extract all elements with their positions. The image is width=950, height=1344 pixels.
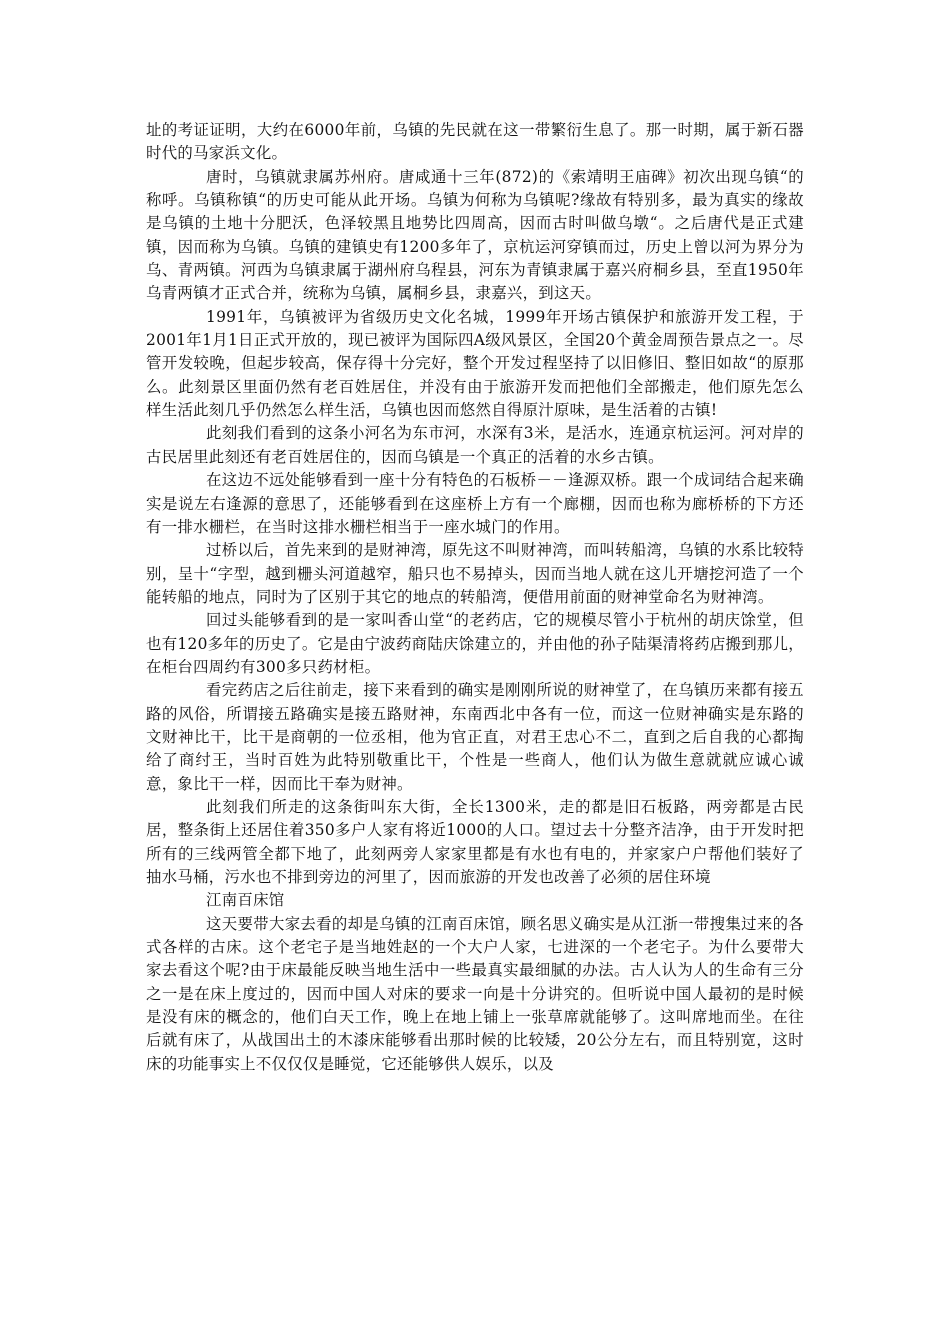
paragraph-5: 在这边不远处能够看到一座十分有特色的石板桥－－逢源双桥。跟一个成词结合起来确实是说左右逢源的意思了，还能够看到在这座桥上方有一个廊棚，因而也称为廊桥桥的下方还有一排水栅栏，在当时这排水栅栏相当于一座水城门的作用。 [146, 471, 804, 536]
paragraph-7: 回过头能够看到的是一家叫香山堂“的老药店，它的规模尽管小于杭州的胡庆馀堂，但也有120多年的历史了。它是由宁波药商陆庆馀建立的，并由他的孙子陆渠清将药店搬到那儿，在柜台四周约有300多只药材柜。 [146, 611, 804, 676]
paragraph-2: 唐时，乌镇就隶属苏州府。唐咸通十三年(872)的《索靖明王庙碑》初次出现乌镇“的称呼。乌镇称镇“的历史可能从此开场。乌镇为何称为乌镇呢?缘故有特别多，最为真实的缘故是乌镇的土地十分肥沃，色泽较黑且地势比四周高，因而古时叫做乌墩“。之后唐代是正式建镇，因而称为乌镇。乌镇的建镇史有1200多年了，京杭运河穿镇而过，历史上曾以河为界分为乌、青两镇。河西为乌镇隶属于湖州府乌程县，河东为青镇隶属于嘉兴府桐乡县，至直1950年乌青两镇才正式合并，统称为乌镇，属桐乡县，隶嘉兴，到这天。 [146, 167, 804, 303]
document-body [146, 119, 804, 1076]
paragraph-3: 1991年，乌镇被评为省级历史文化名城，1999年开场古镇保护和旅游开发工程，于2001年1月1日正式开放的，现已被评为国际四A级风景区，全国20个黄金周预告景点之一。尽管开发较晚，但起步较高，保存得十分完好，整个开发过程坚持了以旧修旧、整旧如故“的原那么。此刻景区里面仍然有老百姓居住，并没有由于旅游开发而把他们全部搬走，他们原先怎么样生活此刻几乎仍然怎么样生活，乌镇也因而悠然自得原汁原味，是生活着的古镇! [146, 307, 804, 420]
section-heading: 江南百床馆 [206, 891, 285, 910]
paragraph-8: 看完药店之后往前走，接下来看到的确实是刚刚所说的财神堂了，在乌镇历来都有接五路的风俗，所谓接五路确实是接五路财神，东南西北中各有一位，而这一位财神确实是东路的文财神比干，比干是商朝的一位丞相，他为官正直，对君王忠心不二，直到之后自我的心都掏给了商纣王，当时百姓为此特别敬重比干，个性是一些商人，他们认为做生意就就应诚心诚意，象比干一样，因而比干奉为财神。 [146, 681, 804, 793]
paragraph-6: 过桥以后，首先来到的是财神湾，原先这不叫财神湾，而叫转船湾，乌镇的水系比较特别，呈十“字型，越到栅头河道越窄，船只也不易掉头，因而当地人就在这儿开塘挖河造了一个能转船的地点，同时为了区别于其它的地点的转船湾，便借用前面的财神堂命名为财神湾。 [146, 541, 804, 606]
paragraph-9: 此刻我们所走的这条街叫东大街，全长1300米，走的都是旧石板路，两旁都是古民居，整条街上还居住着350多户人家有将近1000的人口。望过去十分整齐洁净，由于开发时把所有的三线两管全都下地了，此刻两旁人家家里都是有水也有电的，并家家户户帮他们装好了抽水马桶，污水也不排到旁边的河里了，因而旅游的开发也改善了必须的居住环境 [146, 797, 804, 886]
paragraph-10: 这天要带大家去看的却是乌镇的江南百床馆，顾名思义确实是从江浙一带搜集过来的各式各样的古床。这个老宅子是当地姓赵的一个大户人家，七进深的一个老宅子。为什么要带大家去看这个呢?由于床最能反映当地生活中一些最真实最细腻的办法。古人认为人的生命有三分之一是在床上度过的，因而中国人对床的要求一向是十分讲究的。但听说中国人最初的是时候是没有床的概念的，他们白天工作，晚上在地上铺上一张草席就能够了。这叫席地而坐。在往后就有床了，从战国出土的木漆床能够看出那时候的比较矮，20公分左右，而且特别宽，这时床的功能事实上不仅仅仅是睡觉，它还能够供人娱乐，以及 [146, 914, 804, 1073]
paragraph-4: 此刻我们看到的这条小河名为东市河，水深有3米，是活水，连通京杭运河。河对岸的古民居里此刻还有老百姓居住的，因而乌镇是一个真正的活着的水乡古镇。 [146, 424, 804, 466]
paragraph-1: 址的考证证明，大约在6000年前，乌镇的先民就在这一带繁衍生息了。那一时期，属于新石器时代的马家浜文化。 [146, 121, 804, 163]
